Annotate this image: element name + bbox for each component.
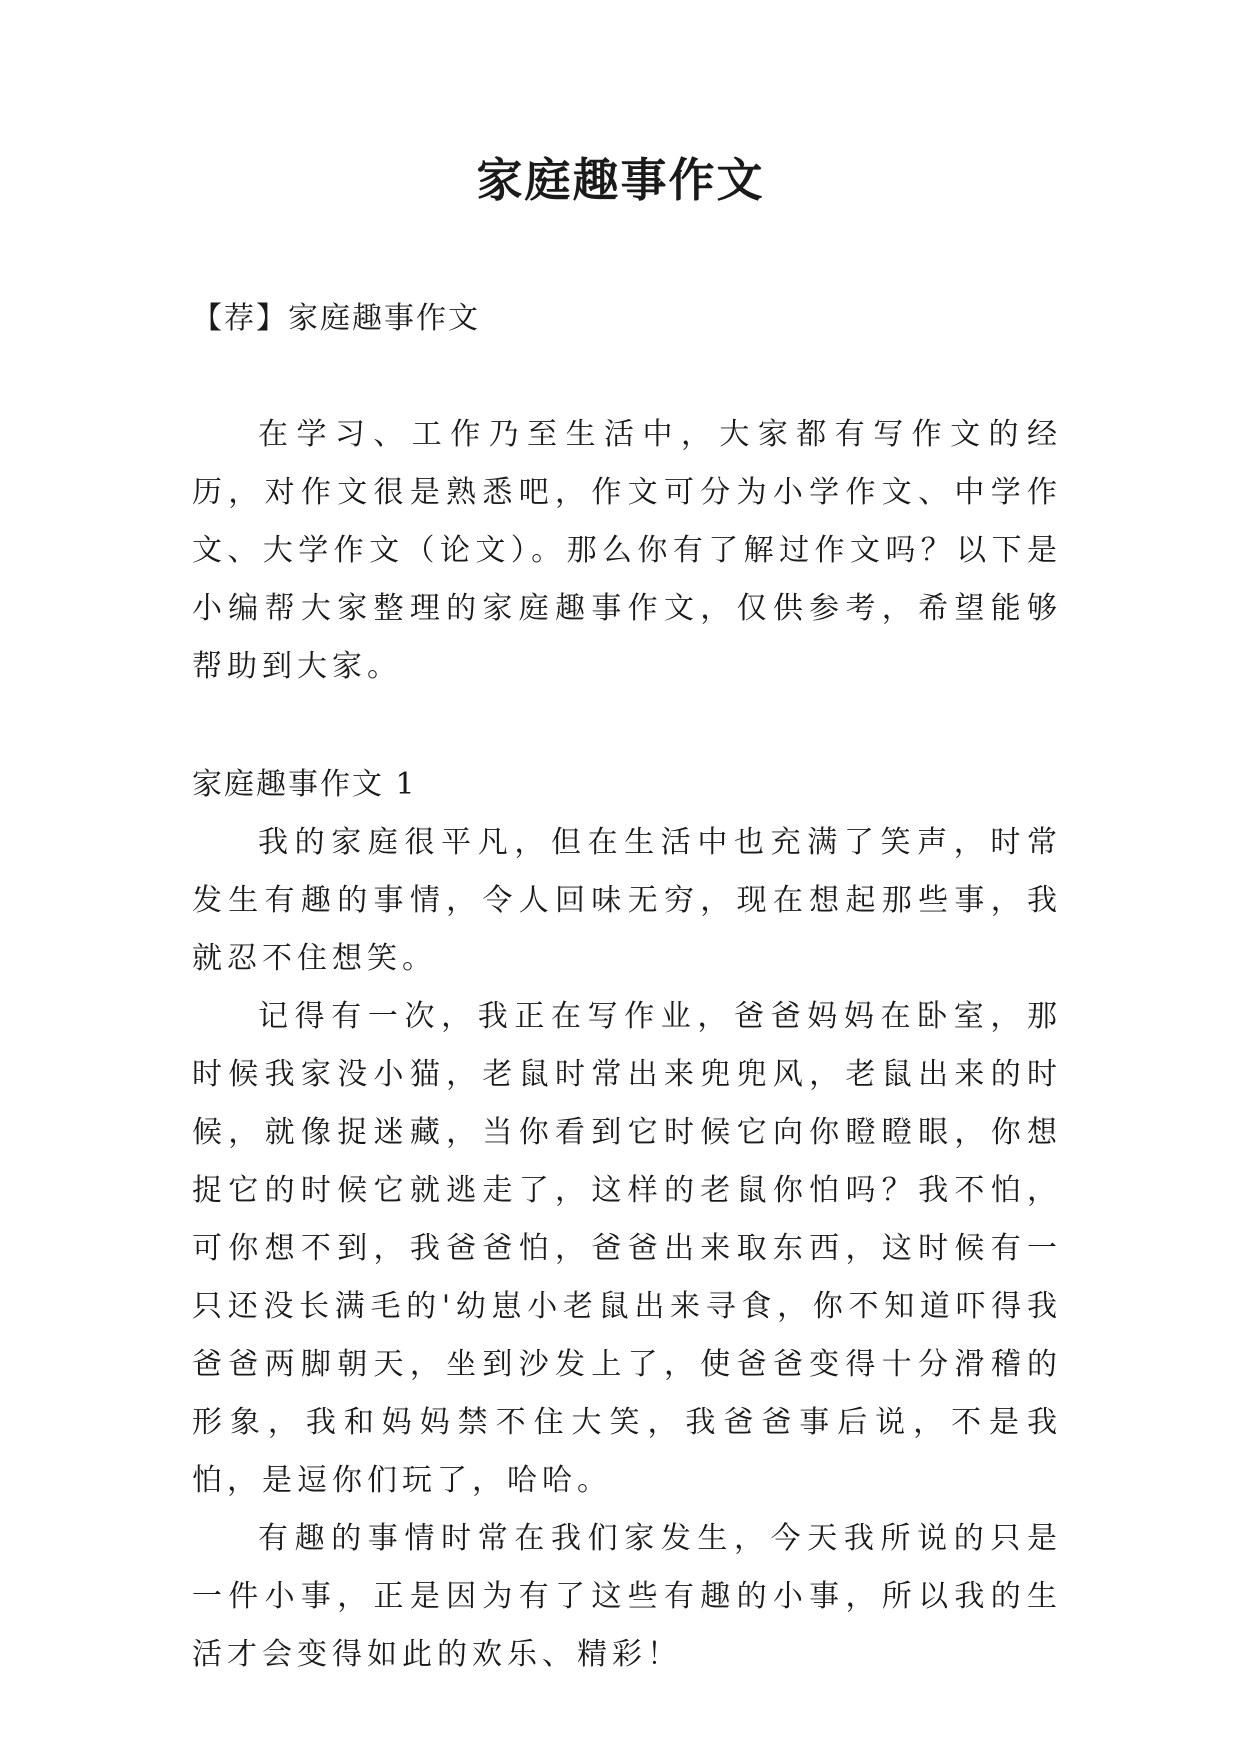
body-paragraph-3: 有趣的事情时常在我们家发生，今天我所说的只是一件小事，正是因为有了这些有趣的小事，所以我的生活才会变得如此的欢乐、精彩！ — [192, 1521, 1062, 1672]
document-subtitle: 【荐】家庭趣事作文 — [192, 301, 480, 336]
body-paragraph-2: 记得有一次，我正在写作业，爸爸妈妈在卧室，那时候我家没小猫，老鼠时常出来兜兜风，老鼠出来的时候，就像捉迷藏，当你看到它时候它向你瞪瞪眼，你想捉它的时候它就逃走了，这样的老鼠你怕吗？我不怕，可你想不到，我爸爸怕，爸爸出来取东西，这时候有一只还没长满毛的'幼崽小老鼠出来寻食，你不知道吓得我爸爸两脚朝天，坐到沙发上了，使爸爸变得十分滑稽的形象，我和妈妈禁不住大笑，我爸爸事后说，不是我怕，是逗你们玩了，哈哈。 — [192, 999, 1062, 1498]
section-heading: 家庭趣事作文 1 — [192, 767, 417, 802]
intro-paragraph: 在学习、工作乃至生活中，大家都有写作文的经历，对作文很是熟悉吧，作文可分为小学作文、中学作文、大学作文（论文）。那么你有了解过作文吗？以下是小编帮大家整理的家庭趣事作文，仅供参考，希望能够帮助到大家。 — [192, 417, 1062, 684]
document-body — [192, 290, 1062, 1684]
body-paragraph-1: 我的家庭很平凡，但在生活中也充满了笑声，时常发生有趣的事情，令人回味无穷，现在想起那些事，我就忍不住想笑。 — [192, 825, 1062, 976]
document-title: 家庭趣事作文 — [476, 153, 765, 207]
